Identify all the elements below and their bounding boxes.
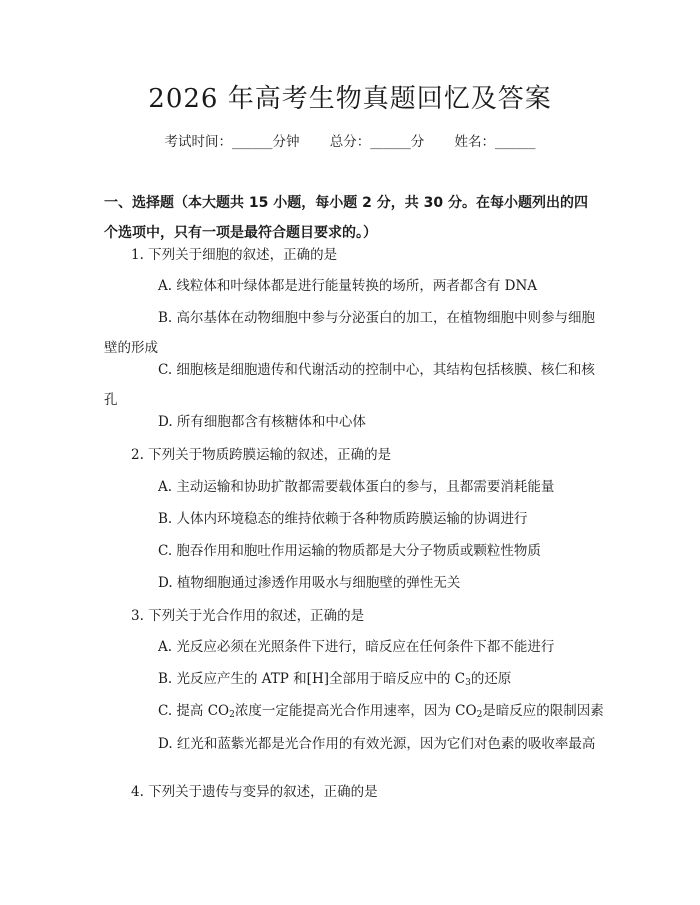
question-3-option-b: B. 光反应产生的 ATP 和[H]全部用于暗反应中的 $C_3$的还原 xyxy=(158,671,512,688)
question-1-option-a: A. 线粒体和叶绿体都是进行能量转换的场所，两者都含有 DNA xyxy=(158,278,538,294)
question-4-stem: 4. 下列关于遗传与变异的叙述，正确的是 xyxy=(131,784,378,800)
question-1-option-d: D. 所有细胞都含有核糖体和中心体 xyxy=(158,414,366,430)
exam-time-field: 考试时间：______分钟 xyxy=(164,134,300,150)
question-3-option-c: C. 提高 $CO_2$浓度一定能提高光合作用速率，因为 $CO_2$是暗反应的限制因素 xyxy=(158,703,604,720)
question-1-option-c: C. 细胞核是细胞遗传和代谢活动的控制中心，其结构包括核膜、核仁和核孔 xyxy=(104,362,595,408)
page-title: 2026 年高考生物真题回忆及答案 xyxy=(148,84,552,114)
question-2-option-d: D. 植物细胞通过渗透作用吸水与细胞壁的弹性无关 xyxy=(158,575,461,591)
question-2-option-a: A. 主动运输和协助扩散都需要载体蛋白的参与，且都需要消耗能量 xyxy=(158,479,555,495)
question-2-option-b: B. 人体内环境稳态的维持依赖于各种物质跨膜运输的协调进行 xyxy=(158,511,528,527)
question-2-stem: 2. 下列关于物质跨膜运输的叙述，正确的是 xyxy=(131,447,392,463)
exam-meta xyxy=(0,132,700,152)
question-2-option-c: C. 胞吞作用和胞吐作用运输的物质都是大分子物质或颗粒性物质 xyxy=(158,543,541,559)
question-3-option-a: A. 光反应必须在光照条件下进行，暗反应在任何条件下都不能进行 xyxy=(158,639,555,655)
section-heading: 一、选择题（本大题共 15 小题，每小题 2 分，共 30 分。在每小题列出的四个选项中，只有一项是最符合题目要求的。） xyxy=(104,195,588,241)
question-3-stem: 3. 下列关于光合作用的叙述，正确的是 xyxy=(131,608,365,624)
question-1-stem: 1. 下列关于细胞的叙述，正确的是 xyxy=(131,247,338,263)
question-3-option-d: D. 红光和蓝紫光都是光合作用的有效光源，因为它们对色素的吸收率最高 xyxy=(158,736,596,752)
name-field: 姓名：______ xyxy=(454,134,536,150)
question-1-option-b: B. 高尔基体在动物细胞中参与分泌蛋白的加工，在植物细胞中则参与细胞壁的形成 xyxy=(104,310,596,356)
total-score-field: 总分：______分 xyxy=(329,134,425,150)
